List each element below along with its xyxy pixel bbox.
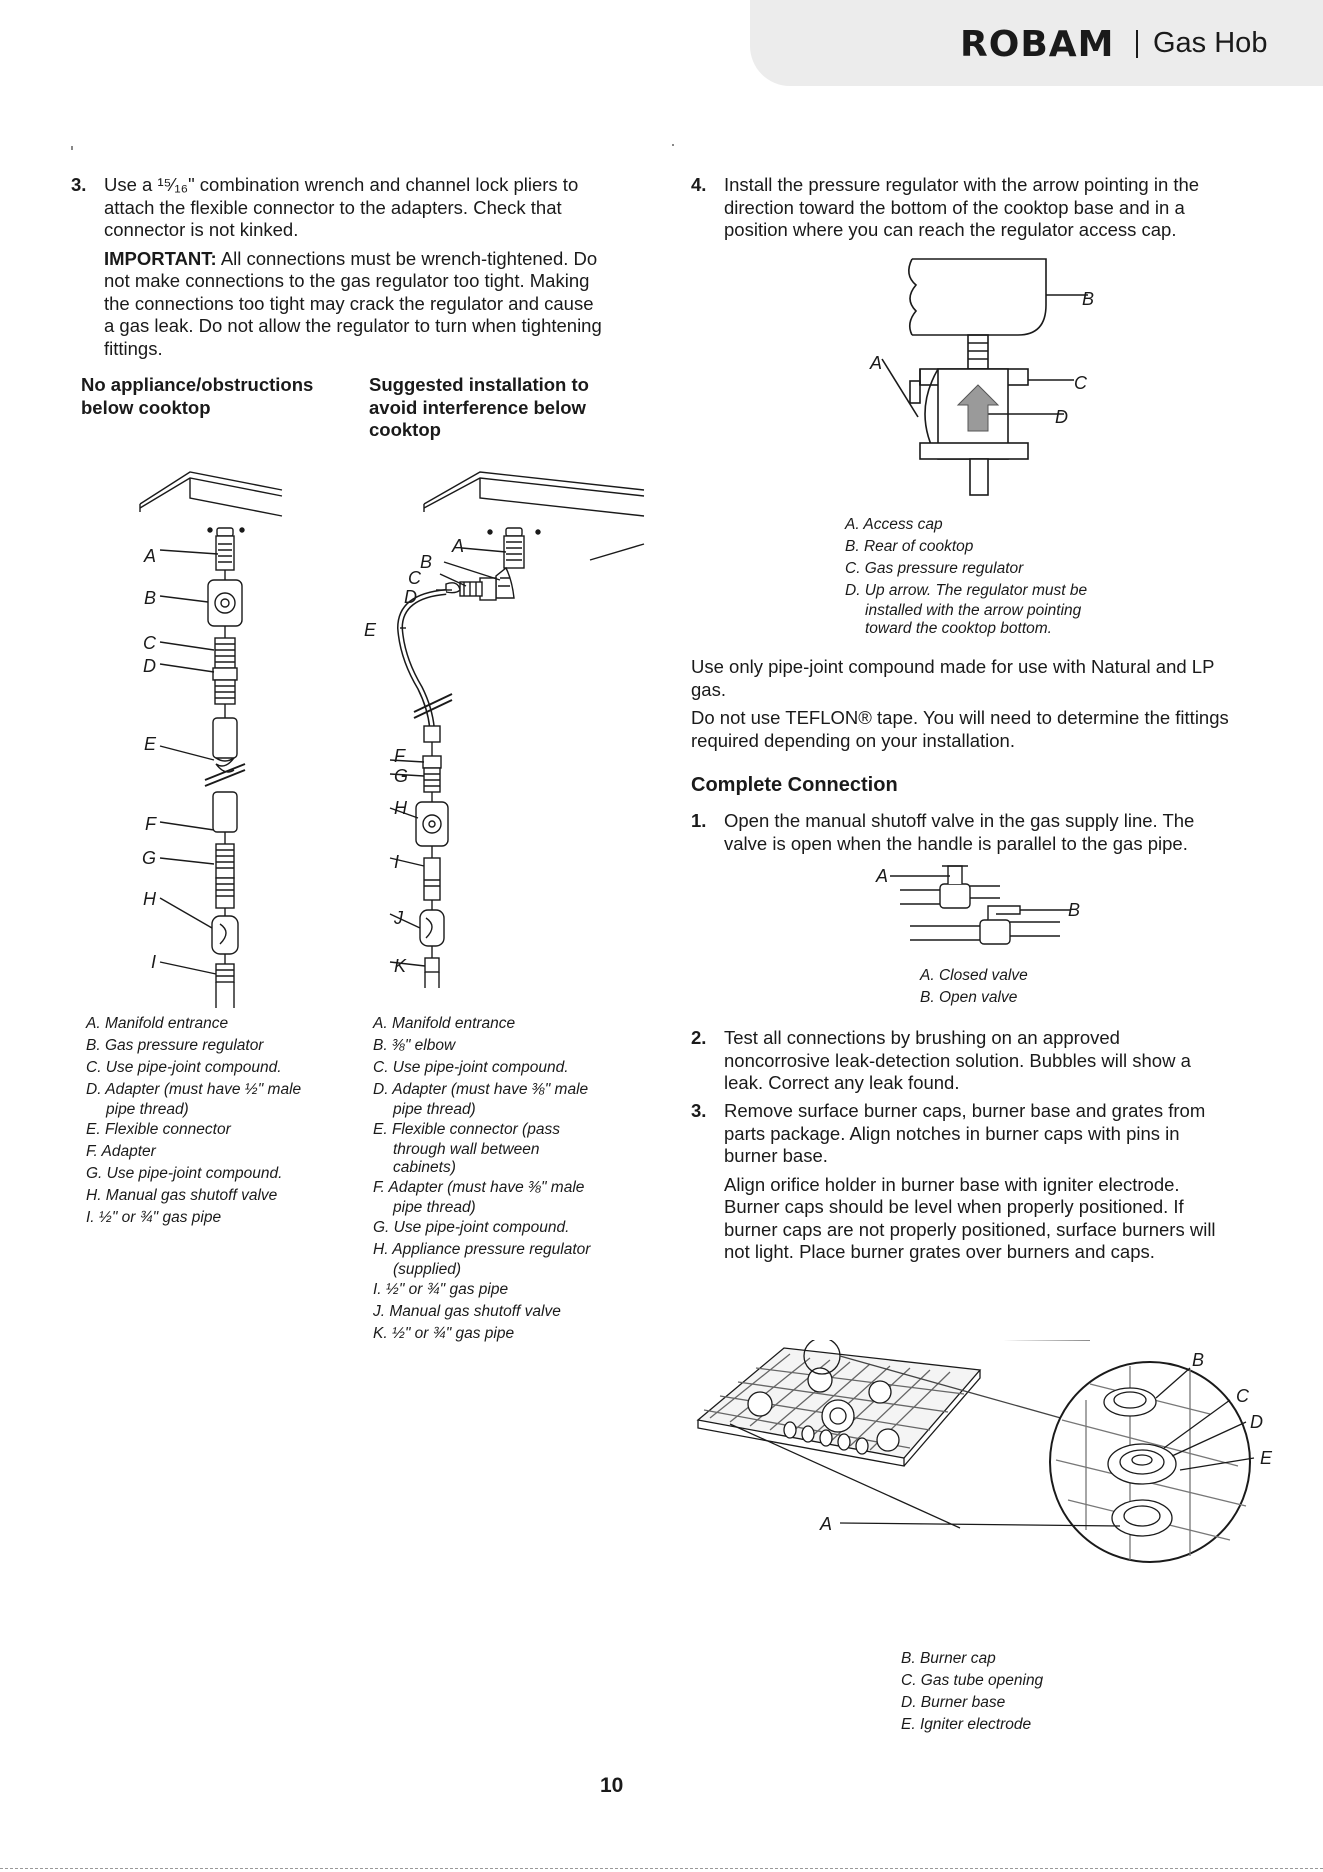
diagram-label: B (1192, 1350, 1205, 1370)
legend-item: toward the cooktop bottom. (865, 620, 1052, 637)
diagram-label: E (1260, 1448, 1273, 1468)
diagram-label: A (870, 353, 883, 373)
diagram-label: C (1074, 373, 1087, 393)
legend-item: (supplied) (393, 1261, 462, 1278)
para-line: required depending on your installation. (691, 729, 1015, 751)
important-line: not make connections to the gas regulator too tight. Making (104, 270, 590, 291)
diagram-label: B (1068, 900, 1081, 920)
step-line: leak. Correct any leak found. (724, 1072, 960, 1093)
para-line: Use only pipe-joint compound made for use with Natural and LP (691, 656, 1215, 677)
legend-item: D. Adapter (must have ⅜" male (373, 1081, 589, 1098)
legend-item: K. ½" or ¾" gas pipe (373, 1325, 515, 1342)
diagram-label: F (394, 746, 405, 766)
diagram-label: K (394, 956, 407, 976)
legend-item: D. Up arrow. The regulator must be (845, 582, 1088, 599)
regulator-legend (845, 514, 1087, 638)
legend-item: I. ½" or ¾" gas pipe (86, 1209, 222, 1226)
step-line: Burner caps should be level when properly positioned. If (724, 1196, 1184, 1217)
legend-item: C. Gas tube opening (901, 1672, 1044, 1689)
diagram-label: D (404, 587, 417, 607)
legend-item: E. Flexible connector (pass (373, 1121, 560, 1138)
diagram-label: H (394, 798, 407, 818)
step-number: 3. (71, 174, 87, 195)
connection-diagram-no-obstruction (130, 468, 290, 1008)
diagram-label: E (364, 620, 377, 640)
step-number: 1. (691, 810, 707, 831)
step-line: burner base. (724, 1145, 828, 1166)
heading-line: Suggested installation to (369, 374, 589, 395)
step-line: not light. Place burner grates over burners and caps. (724, 1241, 1155, 1262)
step-line: Align orifice holder in burner base with igniter electrode. (724, 1173, 1180, 1195)
diagram-label: J (394, 908, 403, 928)
page-number: 10 (600, 1774, 624, 1797)
important-label: IMPORTANT: (104, 247, 217, 269)
section-title: Complete Connection (691, 774, 898, 796)
page-bottom-edge (0, 1868, 1323, 1869)
legend-item: C. Use pipe-joint compound. (373, 1059, 569, 1076)
legend-item: J. Manual gas shutoff valve (373, 1303, 561, 1320)
burner-legend (901, 1648, 1043, 1736)
step-line: Open the manual shutoff valve in the gas supply line. The (724, 810, 1195, 831)
step-line: noncorrosive leak-detection solution. Bubbles will show a (724, 1049, 1191, 1071)
diagram-label: B (420, 552, 433, 572)
legend-item: G. Use pipe-joint compound. (373, 1219, 570, 1236)
connection-diagram-suggested (360, 468, 650, 988)
crop-mark (71, 146, 73, 150)
legend-item: pipe thread) (393, 1101, 476, 1118)
legend-item: E. Igniter electrode (901, 1716, 1032, 1733)
heading-line: cooktop (369, 419, 441, 440)
pressure-regulator-diagram (860, 255, 1100, 500)
diagram-label: I (394, 852, 400, 872)
diagram-label: C (143, 633, 156, 653)
step-line: Use a ¹⁵⁄₁₆" combination wrench and channel lock pliers to (104, 174, 579, 195)
brand-logo: ROBAM (960, 24, 1115, 65)
important-line: fittings. (104, 337, 163, 359)
legend-item: installed with the arrow pointing (865, 602, 1082, 619)
important-note (104, 248, 664, 271)
legend-suggested (373, 1013, 590, 1345)
diagram-label: I (150, 952, 156, 972)
heading-line: No appliance/obstructions (81, 374, 314, 395)
legend-item: C. Use pipe-joint compound. (86, 1059, 282, 1076)
diagram-label: A (143, 546, 156, 566)
diagram-label: C (1236, 1386, 1249, 1406)
step-line: Remove surface burner caps, burner base and grates from (724, 1100, 1206, 1121)
diagram-label: H (143, 889, 156, 909)
step-line: Test all connections by brushing on an approved (724, 1027, 1120, 1048)
diagram-label: E (143, 734, 156, 754)
legend-item: B. Rear of cooktop (845, 538, 974, 555)
important-line: a gas leak. Do not allow the regulator to turn when tightening (104, 315, 602, 336)
legend-item: H. Appliance pressure regulator (373, 1241, 591, 1258)
para-line: Do not use TEFLON® tape. You will need to determine the fittings (691, 707, 1229, 728)
legend-item: B. ⅜" elbow (373, 1037, 456, 1054)
legend-item: D. Burner base (901, 1694, 1006, 1711)
step-line: Install the pressure regulator with the arrow pointing in the (724, 174, 1200, 195)
step-line: burner caps are not properly positioned, surface burners will (724, 1218, 1216, 1240)
step-number: 3. (691, 1100, 707, 1121)
product-name: Gas Hob (1153, 27, 1268, 59)
col2-heading (369, 374, 649, 442)
brand-separator (1136, 30, 1138, 58)
diagram-label: C (408, 568, 421, 588)
diagram-label: A (876, 866, 889, 886)
step-line: direction toward the bottom of the cooktop base and in a (724, 196, 1185, 218)
diagram-label: G (394, 766, 409, 786)
diagram-label: A (452, 536, 465, 556)
legend-item: F. Adapter (86, 1143, 156, 1160)
important-line: the connections too tight may crack the regulator and cause (104, 292, 594, 314)
legend-item: pipe thread) (393, 1199, 476, 1216)
diagram-label: G (141, 848, 156, 868)
legend-item: cabinets) (393, 1159, 456, 1176)
pipe-joint-note (691, 656, 1291, 701)
diagram-label: A (820, 1514, 833, 1534)
diagram-label: D (1250, 1412, 1263, 1432)
valve-legend (920, 965, 1028, 1009)
legend-item: A. Manifold entrance (373, 1015, 516, 1032)
diagram-label: B (1082, 289, 1095, 309)
legend-item: C. Gas pressure regulator (845, 560, 1024, 577)
legend-item: A. Closed valve (920, 967, 1028, 984)
diagram-label: D (143, 656, 156, 676)
legend-item: I. ½" or ¾" gas pipe (373, 1281, 509, 1298)
diagram-label: D (1055, 407, 1068, 427)
step-number: 4. (691, 174, 707, 195)
legend-item: A. Access cap (845, 516, 943, 533)
legend-item: D. Adapter (must have ½" male (86, 1081, 302, 1098)
legend-item: B. Open valve (920, 989, 1018, 1006)
diagram-label: F (145, 814, 156, 834)
step-line: parts package. Align notches in burner caps with pins in (724, 1122, 1180, 1144)
legend-item: B. Gas pressure regulator (86, 1037, 264, 1054)
shutoff-valve-diagram (870, 860, 1100, 960)
heading-line: avoid interference below (369, 396, 586, 418)
legend-item: G. Use pipe-joint compound. (86, 1165, 283, 1182)
para-line: gas. (691, 678, 726, 700)
legend-item: B. Burner cap (901, 1650, 996, 1667)
step-line: connector is not kinked. (104, 219, 299, 240)
teflon-note (691, 707, 1291, 752)
important-text: All connections must be wrench-tightened. Do (216, 247, 598, 269)
step-number: 2. (691, 1027, 707, 1048)
col1-heading (81, 374, 351, 419)
step-line: valve is open when the handle is parallel to the gas pipe. (724, 832, 1188, 854)
legend-item: through wall between (393, 1141, 540, 1158)
step-line: attach the flexible connector to the adapters. Check that (104, 196, 562, 218)
burner-assembly-diagram (690, 1340, 1280, 1570)
heading-line: below cooktop (81, 396, 211, 418)
crop-mark (672, 144, 674, 146)
legend-no-obstruction (86, 1013, 301, 1229)
legend-item: pipe thread) (106, 1101, 189, 1118)
legend-item: E. Flexible connector (86, 1121, 231, 1138)
step-line: position where you can reach the regulator access cap. (724, 219, 1177, 240)
legend-item: F. Adapter (must have ⅜" male (373, 1179, 585, 1196)
legend-item: A. Manifold entrance (86, 1015, 229, 1032)
legend-item: H. Manual gas shutoff valve (86, 1187, 278, 1204)
diagram-label: B (143, 588, 156, 608)
